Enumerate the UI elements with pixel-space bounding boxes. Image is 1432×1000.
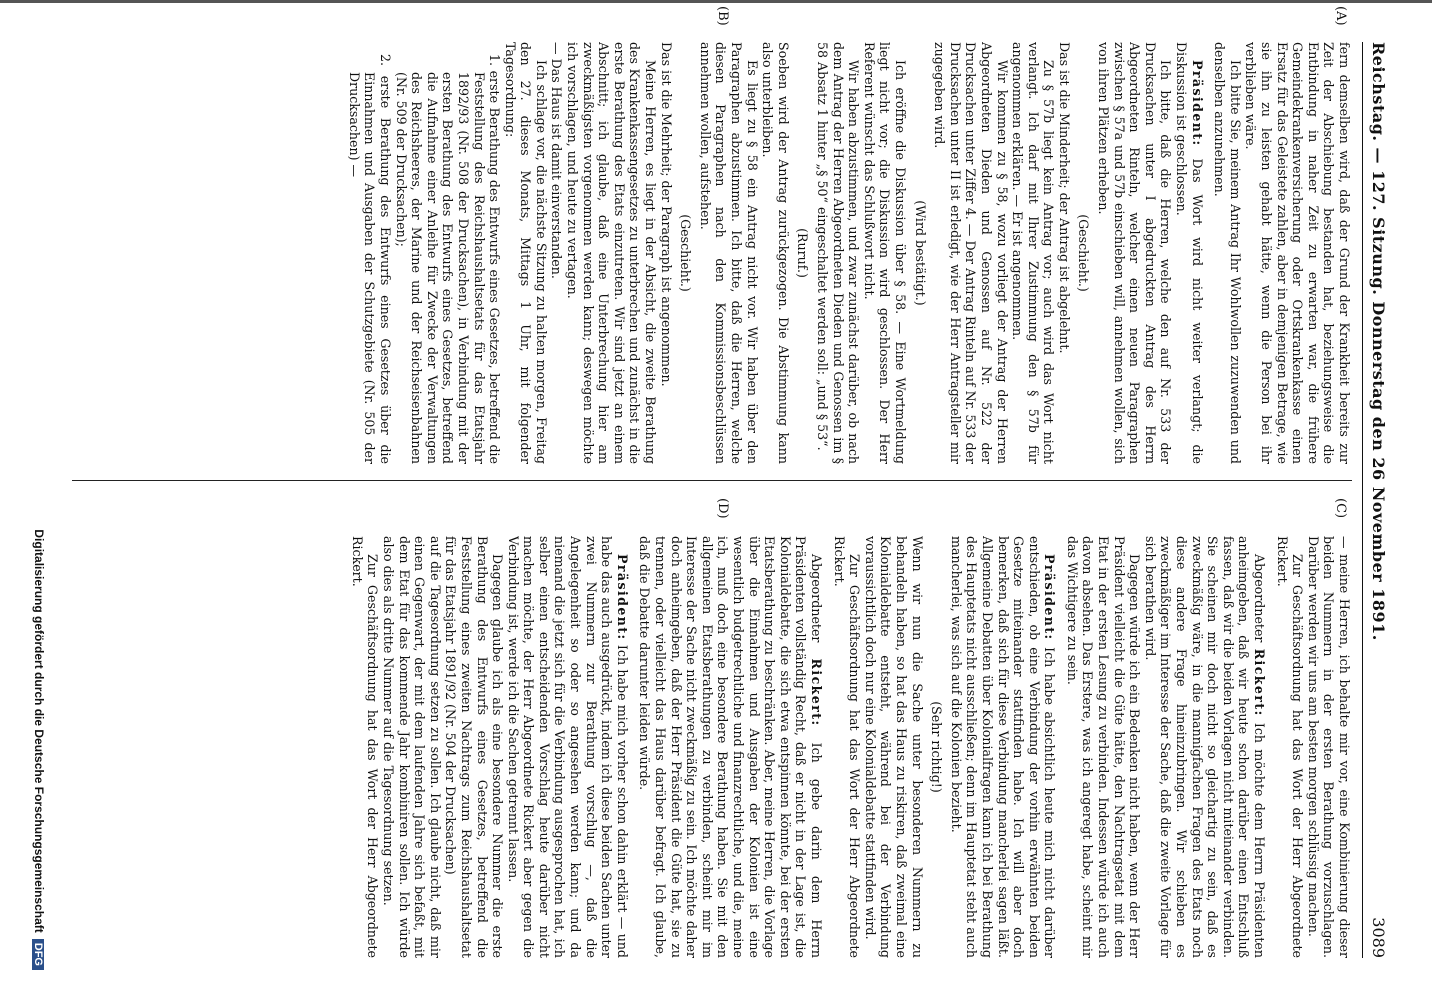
agenda-list bbox=[346, 42, 502, 464]
scan-edge bbox=[0, 0, 1432, 3]
paragraph: Zur Geschäftsordnung hat das Wort der Herr Abgeordnete Rickert. bbox=[349, 536, 381, 958]
margin-marker-a: (A) bbox=[1333, 6, 1348, 26]
margin-marker-b: (B) bbox=[715, 6, 730, 26]
paragraph: Zu § 57b liegt kein Antrag vor; auch wird das Wort nicht verlangt. Ich darf mit Ihrer Zustimmung den § 57b für angenommen erklären. — Er ist angenommen. bbox=[1010, 42, 1057, 464]
paragraph bbox=[1142, 536, 1267, 958]
paragraph: Ich bitte, daß die Herren, welche den auf Nr. 533 der Drucksachen unter I abgedruckten Antrag des Herrn Abgeordneten Rinteln, welcher einen neuen Paragraphen zwischen § 57a und 57b einschieben will, annehmen wollen, sich von ihren Plätzen erheben. bbox=[1096, 42, 1174, 464]
speaker-name: Präsident: bbox=[1189, 60, 1205, 147]
page-header bbox=[1362, 42, 1394, 958]
speaker-name: Rickert: bbox=[1252, 648, 1268, 717]
stage-direction: (Sehr richtig!) bbox=[929, 701, 945, 793]
paragraph-text: Ich gebe darin dem Herrn Präsidenten vollständig Recht, daß er nicht in der Lage ist, die Kolonialdebatte, die sich etwa entspinnen könnte, bei der ersten Etatsberathung zu beschränken. Aber, meine Herren, die Vorlage über die Einnahmen und Ausgaben der Kolonien ist eine wesentlich budgetrechtliche und finanzrechtliche, und die, meine ich, muß doch eine besondere Berathung haben. Sie mit den allgemeinen Etatsberathungen zu verbinden, scheint mir im Interesse der Sache nicht zweckmäßig zu sein. Ich möchte daher doch anheimgeben, daß der Herr Präsident die Güte hat, sie zu trennen, oder vielleicht das Haus darüber befragt. Ich glaube, daß die Debatte darunter leiden würde. bbox=[637, 536, 824, 958]
paragraph-text: Ich möchte dem Herrn Präsidenten anheimgeben, daß wir heute schon darüber einen Entschluß fassen, daß wir die beiden Vorlagen nicht miteinander verbinden. Sie scheinen mir doch nicht so gleichartig zu sein, daß es zweckmäßig wäre, in die mannigfachen Fragen des Etats noch diese andere Frage hineinzubringen. Wir schieben es zweckmäßiger im Interesse der Sache, daß die zweite Vorlage für sich berathen wird. bbox=[1142, 536, 1268, 958]
header-title: Reichstag. — 127. Sitzung. Donnerstag den 26 November 1891. bbox=[1369, 42, 1388, 641]
paragraph: Das ist die Mehrheit; der Paragraph ist angenommen. bbox=[658, 42, 674, 387]
credit-text: Digitalisierung gefördert durch die Deutsche Forschungsgemeinschaft bbox=[32, 529, 46, 933]
stage-direction: (Ruruf.) bbox=[795, 228, 811, 278]
paragraph: Ich eröffne die Diskussion über § 58. — Eine Wortmeldung liegt nicht vor; die Diskussion wird geschlossen. Der Herr Referent wünscht das Schlußwort nicht. bbox=[861, 42, 908, 464]
paragraph: — Das Haus ist damit einverstanden. bbox=[549, 42, 565, 279]
left-column bbox=[62, 42, 1352, 464]
paragraph bbox=[948, 536, 1057, 958]
speaker-name: Präsident: bbox=[614, 554, 630, 641]
paragraph: — meine Herren, ich behalte mir vor, eine Kombinierung dieser beiden Nummern in der ersten Berathung vorzuschlagen. Darüber werden wir uns am besten morgen schlüssig machen. bbox=[1305, 536, 1352, 958]
agenda-item: 1. erste Berathung des Entwurfs eines Gesetzes, betreffend die Feststellung des Reichshaushaltsetats für das Etatsjahr 1892/93 (Nr. 508 der Drucksachen), in Verbindung mit der ersten Berathung des Entwurfs eines Gesetzes, betreffend die Aufnahme einer Anleihe für Zwecke der Verwaltungen des Reichsheeres, der Marine und der Reichseisenbahnen (Nr. 509 der Drucksachen); bbox=[393, 54, 503, 464]
paragraph-text: Ich habe mich vorher schon dahin erklärt — und habe das auch ausgedrückt, indem ich diese beiden Sachen unter zwei Nummern zur Berathung vorschlug —, daß die Angelegenheit so oder so angesehen werden kann; und da niemand die jetzt sich für die Verbindung ausgesprochen hat, ich selber einen entscheidenden Vorschlag heute darüber nicht machen möchte, der Herr Abgeordnete Rickert aber gegen die Verbindung ist, werde ich die Sachen getrennt lassen. bbox=[505, 536, 630, 958]
paragraph: auf die Tagesordnung setzen zu sollen. Ich glaube nicht, daß mir einen Gegenwart, der mit dem laufenden Jahre sich befaßt, mit dem Etat für das kommende Jahr kombiniren sollen. Ich würde also dies als dritte Nummer auf die Tagesordnung setzen. bbox=[380, 536, 443, 958]
paragraph: Ich schlage vor, die nächste Sitzung zu halten morgen, Freitag den 27. dieses Monats, Mittags 1 Uhr, mit folgender Tagesordnung: bbox=[502, 42, 549, 464]
paragraph: Wir haben abzustimmen, und zwar zunächst darüber, ob nach dem Antrag der Herren Abgeordneten Dieden und Genossen im § 58 Absatz 1 hinter „§ 50“ eingeschaltet werden soll: „und § 53“. bbox=[815, 42, 862, 464]
paragraph: Meine Herren, es liegt in der Absicht, die zweite Berathung des Krankenkassengesetzes zu unterbrechen und zunächst in die erste Berathung des Etats einzutreten. Wir sind jetzt an einem Abschnitt; ich glaube, daß eine Unterbrechung hier am zweckmäßigsten vorgenommen werden kann; deswegen möchte ich vorschlagen, und heute zu vertagen. bbox=[565, 42, 659, 464]
paragraph: fern demselben wird, daß der Grund der Krankheit bereits zur Zeit der Abschiebung bestanden hat, beziehungsweise die Entbindung in naher Zeit zu erwarten war, die frühere Gemeindekrankenversicherung oder Ortskrankenkasse einen Ersatz für das Geleistete zahlen, aber in demjenigen Betrage, wie sie ihn zu leisten gehabt hätte, wenn die Person bei ihr verblieben wäre. bbox=[1243, 42, 1352, 464]
paragraph: Soeben wird der Antrag zurückgezogen. Die Abstimmung kann also unterbleiben. bbox=[760, 42, 791, 464]
margin-marker-c: (C) bbox=[1333, 498, 1348, 519]
speaker-name: Rickert: bbox=[809, 658, 824, 727]
paragraph: Es liegt zu § 58 ein Antrag nicht vor. Wir haben über den Paragraphen abzustimmen. Ich bitte, daß die Herren, welche diesen Paragraphen nach den Kommissionsbeschlüssen annehmen wollen, aufstehen. bbox=[697, 42, 760, 464]
paragraph: Dagegen glaube ich als eine besondere Nummer die erste Berathung des Entwurfs eines Gesetzes, betreffend die Feststellung eines zweiten Nachtrags zum Reichshaushaltsetat für das Etatsjahr 1891/92 (Nr. 504 der Drucksachen) bbox=[443, 536, 506, 958]
paragraph bbox=[505, 536, 630, 958]
right-column bbox=[62, 536, 1352, 958]
stage-direction: (Geschieht.) bbox=[678, 214, 694, 292]
paragraph: Das ist die Minderheit; der Antrag ist abgelehnt. bbox=[1056, 42, 1072, 354]
paragraph: Zur Geschäftsordnung hat das Wort der Herr Abgeordnete Rickert. bbox=[831, 536, 863, 958]
paragraph-text: Ich habe absichtlich heute mich nicht darüber entschieden, ob eine Verbindung der vorhin erwähnten beiden Gesetze miteinander stattfinden habe. Ich will aber doch bemerken, daß sich für diese Verbindung mancherlei sagen läßt. Allgemeine Debatten über Kolonialfragen kann ich bei Berathung des Hauptetats nicht ausschließen; denn im Hauptetat steht auch mancherlei, was sich auf die Kolonien bezieht. bbox=[948, 536, 1058, 958]
column-divider bbox=[72, 480, 1352, 481]
digitization-credit bbox=[32, 30, 46, 970]
paragraph: Wir kommen zu § 58, wozu vorliegt der Antrag der Herren Abgeordneten Dieden und Genossen auf Nr. 522 der Drucksachen unter Ziffer 4. — Der Antrag Rinteln auf Nr. 533 der Drucksachen unter II ist erledigt, wie der Herr Antragsteller mir zugegeben wird. bbox=[932, 42, 1010, 464]
paragraph bbox=[637, 536, 824, 958]
dfg-logo: DFG bbox=[32, 939, 44, 970]
speaker-title: Abgeordneter bbox=[809, 554, 824, 659]
speaker-title: Abgeordneter bbox=[1252, 554, 1268, 649]
speaker-name: Präsident: bbox=[1042, 554, 1058, 641]
agenda-item: 2. erste Berathung des Entwurfs eines Gesetzes über die Einnahmen und Ausgaben der Schutzgebiete (Nr. 505 der Drucksachen) — bbox=[346, 54, 393, 464]
margin-marker-d: (D) bbox=[715, 498, 730, 519]
paragraph: Dagegen würde ich ein Bedenken nicht haben, wenn der Herr Präsident vielleicht die Güte hätte, den Nachtragsetat mit dem Etat in der ersten Lesung zu verbinden. Indessen würde ich auch davon absehen. Das Erstere, was ich angeregt habe, scheint mir das Wichtigere zu sein. bbox=[1064, 536, 1143, 958]
paragraph-text: Das Wort wird nicht weiter verlangt; die Diskussion ist geschlossen. bbox=[1174, 42, 1205, 464]
paragraph: Zur Geschäftsordnung hat das Wort der Herr Abgeordnete Rickert. bbox=[1274, 536, 1306, 958]
paragraph: Wenn wir nun die Sache unter besonderen Nummern zu behandeln haben, so hat das Haus zu riskiren, daß zweimal eine Kolonialdebatte entsteht, während bei der Verbindung voraussichtlich doch nur eine Kolonialdebatte stattfinden wird. bbox=[862, 536, 925, 958]
page-number: 3089 bbox=[1369, 917, 1388, 958]
paragraph bbox=[1173, 42, 1204, 464]
paragraph: Ich bitte Sie, meinem Antrag Ihr Wohlwollen zuzuwenden und denselben anzunehmen. bbox=[1212, 42, 1243, 464]
stage-direction: (Geschieht.) bbox=[1076, 214, 1092, 292]
stage-direction: (Wird bestätigt.) bbox=[912, 200, 928, 306]
